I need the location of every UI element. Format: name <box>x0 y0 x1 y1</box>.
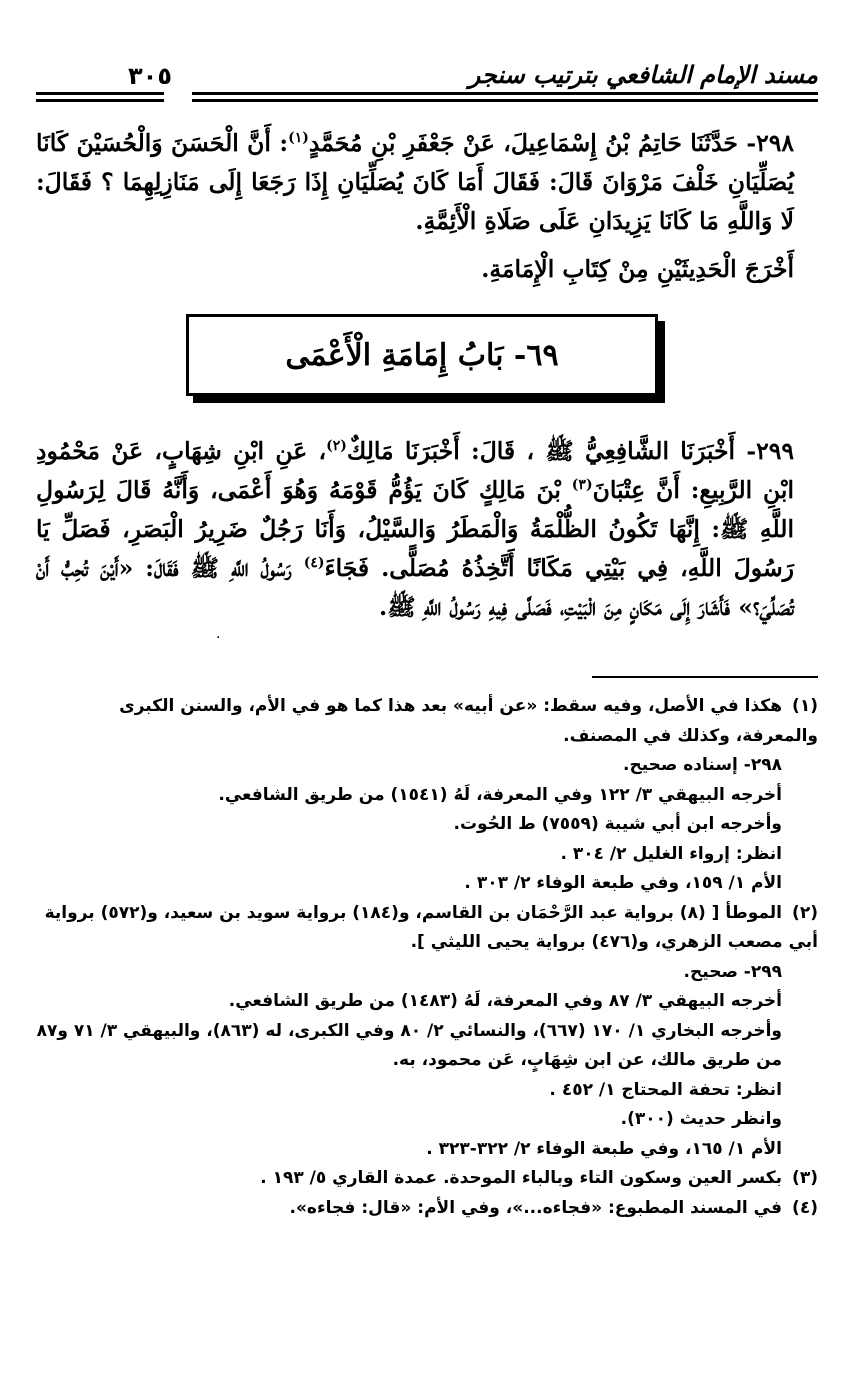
footnote-2 <box>34 899 818 958</box>
footnote-line: انظر: تحفة المحتاج ١/ ٤٥٢ . <box>549 1079 782 1100</box>
footnote-text: بكسر العين وسكون التاء وبالباء الموحدة. عمدة القاري ٥/ ١٩٣ . <box>260 1168 782 1188</box>
hadith-298-opening: ٢٩٨- حَدَّثَنَا حَاتِمُ بْنُ إِسْمَاعِيلَ، عَنْ جَعْفَرِ بْنِ مُحَمَّدٍ <box>308 129 794 157</box>
footnote-ref-3[interactable]: (٣) <box>571 477 593 494</box>
hadith-299 <box>36 432 794 627</box>
footnote-line: ٢٩٩- صحيح. <box>683 961 782 982</box>
footnote-line: أخرجه البيهقي ٣/ ٨٧ وفي المعرفة، لَهُ (١٤٨٣) من طريق الشافعي. <box>228 991 782 1011</box>
page-number: ٣٠٥ <box>128 62 172 90</box>
footnote-ref-2[interactable]: (٢) <box>326 438 347 455</box>
hadith-298 <box>36 124 794 241</box>
footnote-ref-4[interactable]: (٤) <box>303 555 325 572</box>
footnote-4 <box>34 1194 818 1224</box>
footnote-line: انظر: إرواء الغليل ٢/ ٣٠٤ . <box>560 843 782 864</box>
chapter-title: ٦٩- بَابُ إِمَامَةِ الْأَعْمَى <box>285 337 559 373</box>
footnote-1 <box>34 692 818 751</box>
footnote-line: وأخرجه البخاري ١/ ١٧٠ (٦٦٧)، والنسائي ٢/ ٨٠ وفي الكبرى، له (٨٦٣)، والبيهقي ٣/ ٧١ و٨٧ من طريق مالك، عن ابن شِهَابٍ، عَن محمود، به. <box>36 1020 782 1070</box>
footnote-line: وأخرجه ابن أبي شيبة (٧٥٥٩) ط الحُوت. <box>453 814 782 834</box>
footnote-number: (١) <box>792 696 818 716</box>
footnote-line: ٢٩٨- إسناده صحيح. <box>623 755 782 775</box>
footnote-number: (٣) <box>792 1168 818 1188</box>
footnote-line: وانظر حديث (٣٠٠). <box>620 1109 782 1129</box>
footnote-text: في المسند المطبوع: «فجاءه...»، وفي الأم: «قال: فجاءه». <box>289 1197 782 1218</box>
footnote-line: أخرجه البيهقي ٣/ ١٢٢ وفي المعرفة، لَهُ (١٥٤١) من طريق الشافعي. <box>218 784 782 805</box>
stray-mark: . <box>216 626 221 642</box>
hadith-298-body: : أَنَّ الْحَسَنَ وَالْحُسَيْنَ كَانَا يُصَلِّيَانِ خَلْفَ مَرْوَانَ قَالَ: فَقَالَ أَمَا كَانَ يُصَلِّيَانِ إِذَا رَجَعَا إِلَى مَنَازِلِهِمَا ؟ فَقَالَ: لَا وَاللَّهِ مَا كَانَا يَزِيدَانِ عَلَى صَلَاةِ الْأَئِمَّةِ. <box>36 129 794 235</box>
footnote-line: الأم ١/ ١٦٥، وفي طبعة الوفاء ٢/ ٣٢٢-٣٢٣ . <box>426 1138 782 1159</box>
footnote-number: (٢) <box>792 902 818 923</box>
hadith-299-part1: ٢٩٩- أَخْبَرَنَا الشَّافِعِيُّ ﷺ ، قَالَ: أَخْبَرَنَا مَالِكٌ <box>346 437 794 465</box>
hadith-298-closing: أَخْرَجَ الْحَدِيثَيْنِ مِنْ كِتَابِ الْإِمَامَةِ. <box>481 255 794 283</box>
footnote-ref-1[interactable]: (١) <box>288 130 309 147</box>
hadith-299-part3: بْنَ مَالِكٍ كَانَ يَؤُمُّ قَوْمَهُ وَهُوَ أَعْمَى، وَأَنَّهُ قَالَ لِرَسُولِ اللَّهِ ﷺ: إِنَّهَا تَكُونُ الظُّلْمَةُ وَالْمَطَرُ وَالسَّيْلُ، وَأَنَا رَجُلٌ ضَرِيرُ الْبَصَرِ، فَصَلِّ يَا رَسُولَ اللَّهِ، فِي بَيْتِي مَكَانًا أَتَّخِذُهُ مُصَلًّى. فَجَاءَ <box>36 476 794 582</box>
header-rule <box>36 92 818 106</box>
running-header-title: مسند الإمام الشافعي بترتيب سنجر <box>468 61 818 89</box>
hadith-299-part2: ، عَنِ ابْنِ شِهَابٍ، عَنْ مَحْمُودِ ابْنِ الرَّبِيعِ: أَنَّ عِتْبَانَ <box>36 437 794 504</box>
footnotes-section <box>34 692 818 1223</box>
hadith-299-part4: رَسُولُ اللَّهِ ﷺ فَقَالَ: «أَيْنَ تُحِبُّ أَنْ تُصَلِّيَ؟» فَأَشَارَ إِلَى مَكَانٍ مِنَ الْبَيْتِ، فَصَلَّى فِيهِ رَسُولُ اللَّهِ ﷺ. <box>36 554 794 621</box>
footnote-text: الموطأ [ (٨) برواية عبد الرَّحْمَان بن القاسم، و(١٨٤) برواية سويد بن سعيد، و(٥٧٢) برواية أبي مصعب الزهري، و(٤٧٦) برواية يحيى الليثي ]. <box>44 902 818 952</box>
footnote-separator <box>592 676 818 678</box>
footnote-line: الأم ١/ ١٥٩، وفي طبعة الوفاء ٢/ ٣٠٣ . <box>464 873 782 893</box>
footnote-number: (٤) <box>792 1197 818 1218</box>
footnote-3 <box>34 1164 818 1194</box>
chapter-heading <box>186 314 658 396</box>
footnote-text: هكذا في الأصل، وفيه سقط: «عن أبيه» بعد هذا كما هو في الأم، والسنن الكبرى والمعرفة، وكذلك في المصنف. <box>119 696 818 746</box>
